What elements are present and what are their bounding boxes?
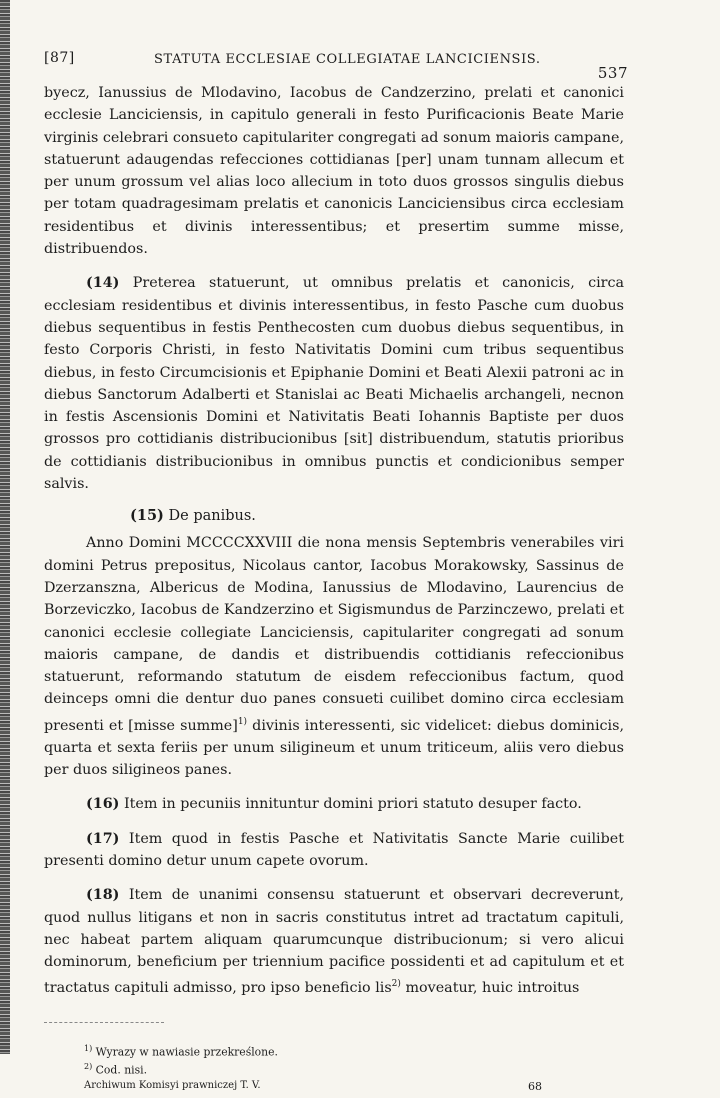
paragraph-text: moveatur, huic introitus — [405, 980, 580, 997]
paragraph-text: Item in pecuniis innituntur domini priori statuto desuper facto. — [123, 796, 582, 813]
paragraph-15 — [44, 532, 624, 781]
footnote-mark: 1) — [84, 1043, 93, 1053]
footer-source: Archiwum Komisyi prawniczej T. V. — [84, 1079, 261, 1091]
footnote-text: Cod. nisi. — [95, 1063, 148, 1077]
footnote-divider — [44, 1022, 164, 1023]
footnote-1 — [84, 1041, 624, 1060]
paragraph-text: divinis interessenti, sic videlicet: diebus dominicis, quarta et sexta feriis per unum siligineum et unum triticeum, aliis vero diebus per duos siligineos panes. — [44, 717, 624, 779]
scan-edge — [0, 0, 10, 1054]
section-number: (14) — [86, 275, 120, 292]
running-header — [44, 42, 628, 82]
paragraph-17 — [44, 828, 624, 873]
paragraph-text: Anno Domini MCCCCXXVIII die nona mensis Septembris venerabiles viri domini Petrus prepositus, Nicolaus cantor, Iacobus Morakowsky, Sassinus de Dzerzanszna, Albericus de Modina, Ianussius de Mlodavino, Laurencius de Borzeviczko, Iacobus de Kandzerzino et Sigismundus de Parzinczewo, prelati et canonici ecclesie collegiate Lanciciensis, capitulariter congregati ad sonum maioris campane, de dandis et distribuendis cottidianis refeccionibus statuerunt, reformando statutum de eisdem refeccionibus factum, quod deinceps omni die dentur duo panes consueti cuilibet domino circa ecclesiam presenti et [misse summe] — [44, 535, 624, 734]
footnote-ref: 2) — [391, 979, 401, 990]
paragraph-18 — [44, 884, 624, 999]
paragraph-16 — [44, 793, 624, 815]
document-page — [44, 42, 628, 1098]
footnote-mark: 2) — [84, 1062, 93, 1072]
signature-mark: 68 — [528, 1079, 542, 1093]
page-number: 537 — [597, 64, 628, 82]
section-number: (18) — [86, 887, 120, 904]
footnote-ref: 1) — [237, 716, 248, 727]
section-number: (17) — [86, 830, 120, 847]
section-number: (15) — [130, 507, 164, 525]
section-heading-15 — [130, 507, 624, 524]
paragraph-text: Item de unanimi consensu statuerunt et observari decreverunt, quod nullus litigans et non in sacris constitutus intret ad tractatum capituli, nec habeat partem aliquam quarumcunque distribucionum; si vero alicui dominorum, beneficium per triennium pacifice possidenti et ad capitulum et et tractatus capituli admisso, pro ipso beneficio lis — [44, 887, 625, 997]
footnote-text: Wyrazy w nawiasie przekreślone. — [95, 1045, 278, 1059]
paragraph-text: byecz, Ianussius de Mlodavino, Iacobus de Candzerzino, prelati et canonici ecclesie Lanciciensis, in capitulo generali in festo Purificacionis Beate Marie virginis celebrari consueto capitulariter congregati ad sonum maioris campane, statuerunt adaugendas refecciones cottidianas [per] unam tunnam allecum et per unum grossum vel alias loco allecium in toto duos grossos singulis diebus per totam quadragesimam prelatis et canonicis Lanciciensibus circa ecclesiam residentibus et divinis interessentibus; et presertim summe misse, distribuendos. — [44, 85, 624, 258]
paragraph-text: Preterea statuerunt, ut omnibus prelatis et canonicis, circa ecclesiam residentibus et divinis interessentibus, in festo Pasche cum duobus diebus sequentibus in festis Penthecosten cum duobus diebus sequentibus, in festo Corporis Christi, in festo Nativitatis Domini cum tribus sequentibus diebus, in festo Circumcisionis et Epiphanie Domini et Beati Alexii patroni ac in diebus Sanctorum Adalberti et Stanislai ac Beati Michaelis archangeli, necnon in festis Ascensionis Domini et Nativitatis Beati Iohannis Baptiste per duos grossos pro cottidianis distribucionibus [sit] distribuendum, statutis prioribus de cottidianis distribucionibus in omnibus punctis et condicionibus semper salvis. — [44, 275, 625, 493]
header-title: STATUTA ECCLESIAE COLLEGIATAE LANCICIENSIS. — [154, 52, 541, 67]
page-footer — [44, 1080, 624, 1098]
paragraph-continuation — [44, 82, 624, 260]
paragraph-14 — [44, 272, 624, 495]
section-heading-text: De panibus. — [168, 508, 256, 525]
paragraph-text: Item quod in festis Pasche et Nativitatis Sancte Marie cuilibet presenti domino detur unum capete ovorum. — [44, 830, 624, 869]
section-number: (16) — [86, 796, 120, 813]
header-section-number: [87] — [44, 50, 75, 66]
footnote-2 — [84, 1059, 624, 1078]
